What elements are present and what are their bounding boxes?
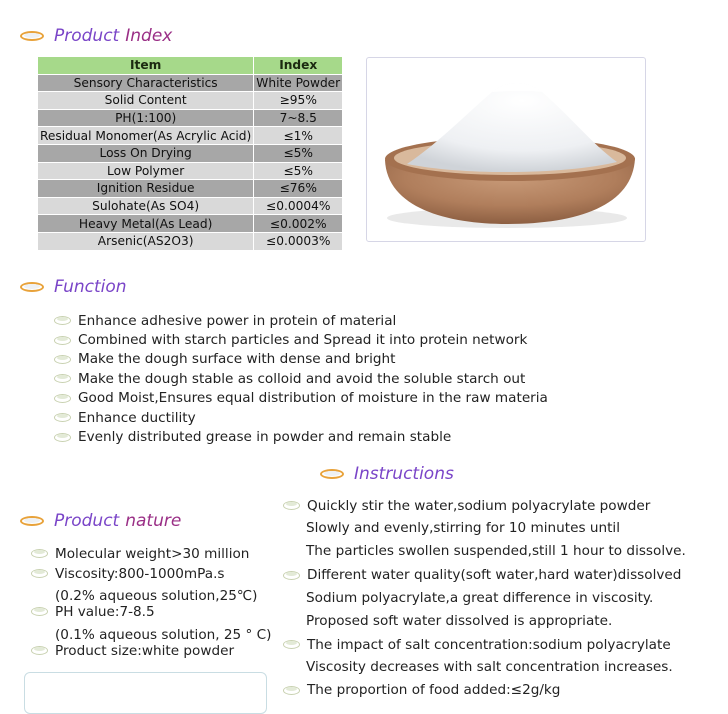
cell-item: Arsenic(AS2O3) — [38, 232, 254, 250]
cell-index: ≤0.0004% — [254, 197, 343, 215]
cell-index: ≤0.002% — [254, 215, 343, 233]
header-item: Item — [38, 57, 254, 75]
cell-index: ≤1% — [254, 127, 343, 145]
table-row — [38, 144, 343, 162]
list-item — [31, 564, 224, 583]
list-item-text: Quickly stir the water,sodium polyacrylate powder — [307, 497, 651, 514]
bullet-icon — [54, 393, 72, 404]
title-word-1: Function — [54, 277, 127, 297]
powder-bowl-image — [367, 58, 645, 241]
cell-item: Sulohate(As SO4) — [38, 197, 254, 215]
list-item-text: Enhance adhesive power in protein of material — [78, 312, 397, 329]
list-item — [31, 603, 155, 620]
table-header-row — [38, 57, 343, 75]
list-item-text: Viscosity:800-1000mPa.s — [55, 565, 225, 582]
table-row — [38, 127, 343, 145]
cell-item: Solid Content — [38, 92, 254, 110]
list-item — [283, 680, 723, 701]
cell-index: 7~8.5 — [254, 109, 343, 127]
list-item-text: Product size:white powder — [55, 642, 235, 659]
list-item-text: Combined with starch particles and Spread it into protein network — [78, 332, 528, 349]
cell-index: White Powder — [254, 74, 343, 92]
table-row — [38, 197, 343, 215]
list-item-text: Good Moist,Ensures equal distribution of moisture in the raw materia — [78, 390, 548, 407]
bullet-icon — [54, 315, 72, 326]
bullet-icon — [31, 645, 49, 656]
bullet-icon — [31, 606, 49, 617]
list-item-text: PH value:7-8.5 — [55, 603, 155, 620]
table-row — [38, 109, 343, 127]
list-item-text: Different water quality(soft water,hard water)dissolved — [307, 567, 682, 584]
table-row — [38, 215, 343, 233]
list-item — [54, 311, 548, 330]
table-row — [38, 74, 343, 92]
cell-index: ≥95% — [254, 92, 343, 110]
list-item-text: Enhance ductility — [78, 409, 196, 426]
title-word-1: Product — [54, 26, 120, 46]
cell-item: Sensory Characteristics — [38, 74, 254, 92]
function-list — [54, 311, 548, 447]
bullet-icon — [283, 639, 301, 650]
bullet-icon — [54, 335, 72, 346]
list-item — [283, 564, 723, 587]
instructions-list — [283, 494, 723, 701]
bullet-icon — [283, 500, 301, 511]
list-item — [54, 408, 548, 427]
bullet-icon — [283, 570, 301, 581]
table-row — [38, 92, 343, 110]
list-item-continuation: Slowly and evenly,stirring for 10 minutes until — [306, 520, 620, 537]
product-nature-title — [20, 511, 181, 531]
list-item — [31, 544, 249, 563]
bullet-icon — [54, 412, 72, 423]
list-item-text: Make the dough surface with dense and bright — [78, 351, 396, 368]
cell-item: Ignition Residue — [38, 180, 254, 198]
product-index-table — [37, 56, 343, 251]
title-word-1: Instructions — [354, 464, 454, 484]
header-index: Index — [254, 57, 343, 75]
cell-item: Loss On Drying — [38, 144, 254, 162]
cell-index: ≤76% — [254, 180, 343, 198]
bullet-icon — [283, 685, 301, 696]
bowl-icon — [20, 514, 46, 528]
bullet-icon — [31, 548, 49, 559]
list-item-continuation: (0.1% aqueous solution, 25 ° C) — [55, 627, 272, 643]
bullet-icon — [54, 432, 72, 443]
list-item-continuation: Viscosity decreases with salt concentration increases. — [306, 659, 673, 676]
cell-index: ≤5% — [254, 162, 343, 180]
function-title — [20, 277, 127, 297]
table-row — [38, 180, 343, 198]
bowl-icon — [20, 280, 46, 294]
list-item — [283, 494, 723, 517]
list-item — [283, 633, 723, 656]
list-item — [54, 389, 548, 408]
title-word-2: Index — [125, 26, 173, 46]
list-item-text: The proportion of food added:≤2g/kg — [307, 682, 561, 698]
bullet-icon — [31, 568, 49, 579]
table-row — [38, 162, 343, 180]
table-row — [38, 232, 343, 250]
bullet-icon — [54, 354, 72, 365]
title-word-2: nature — [125, 511, 182, 531]
bowl-icon — [320, 467, 346, 481]
list-item-text: The impact of salt concentration:sodium polyacrylate — [307, 636, 671, 653]
list-item — [54, 350, 548, 369]
list-item-text: Molecular weight>30 million — [55, 545, 250, 562]
bowl-icon — [20, 29, 46, 43]
instructions-title — [320, 464, 454, 484]
list-item-continuation: Sodium polyacrylate,a great difference in viscosity. — [306, 589, 654, 606]
product-index-title — [20, 26, 172, 46]
title-word-1: Product — [54, 511, 120, 531]
list-item-continuation: (0.2% aqueous solution,25℃) — [55, 588, 258, 604]
empty-panel — [24, 672, 267, 714]
cell-item: PH(1:100) — [38, 109, 254, 127]
list-item — [54, 427, 548, 446]
cell-index: ≤5% — [254, 144, 343, 162]
cell-item: Low Polymer — [38, 162, 254, 180]
list-item-text: Make the dough stable as colloid and avoid the soluble starch out — [78, 370, 526, 387]
product-photo — [366, 57, 646, 242]
list-item — [54, 369, 548, 388]
list-item-text: Evenly distributed grease in powder and remain stable — [78, 429, 452, 446]
list-item-continuation: The particles swollen suspended,still 1 hour to dissolve. — [306, 543, 686, 560]
bullet-icon — [54, 373, 72, 384]
list-item — [31, 642, 234, 659]
cell-index: ≤0.0003% — [254, 232, 343, 250]
cell-item: Heavy Metal(As Lead) — [38, 215, 254, 233]
list-item — [54, 330, 548, 349]
cell-item: Residual Monomer(As Acrylic Acid) — [38, 127, 254, 145]
list-item-continuation: Proposed soft water dissolved is appropriate. — [306, 612, 613, 629]
